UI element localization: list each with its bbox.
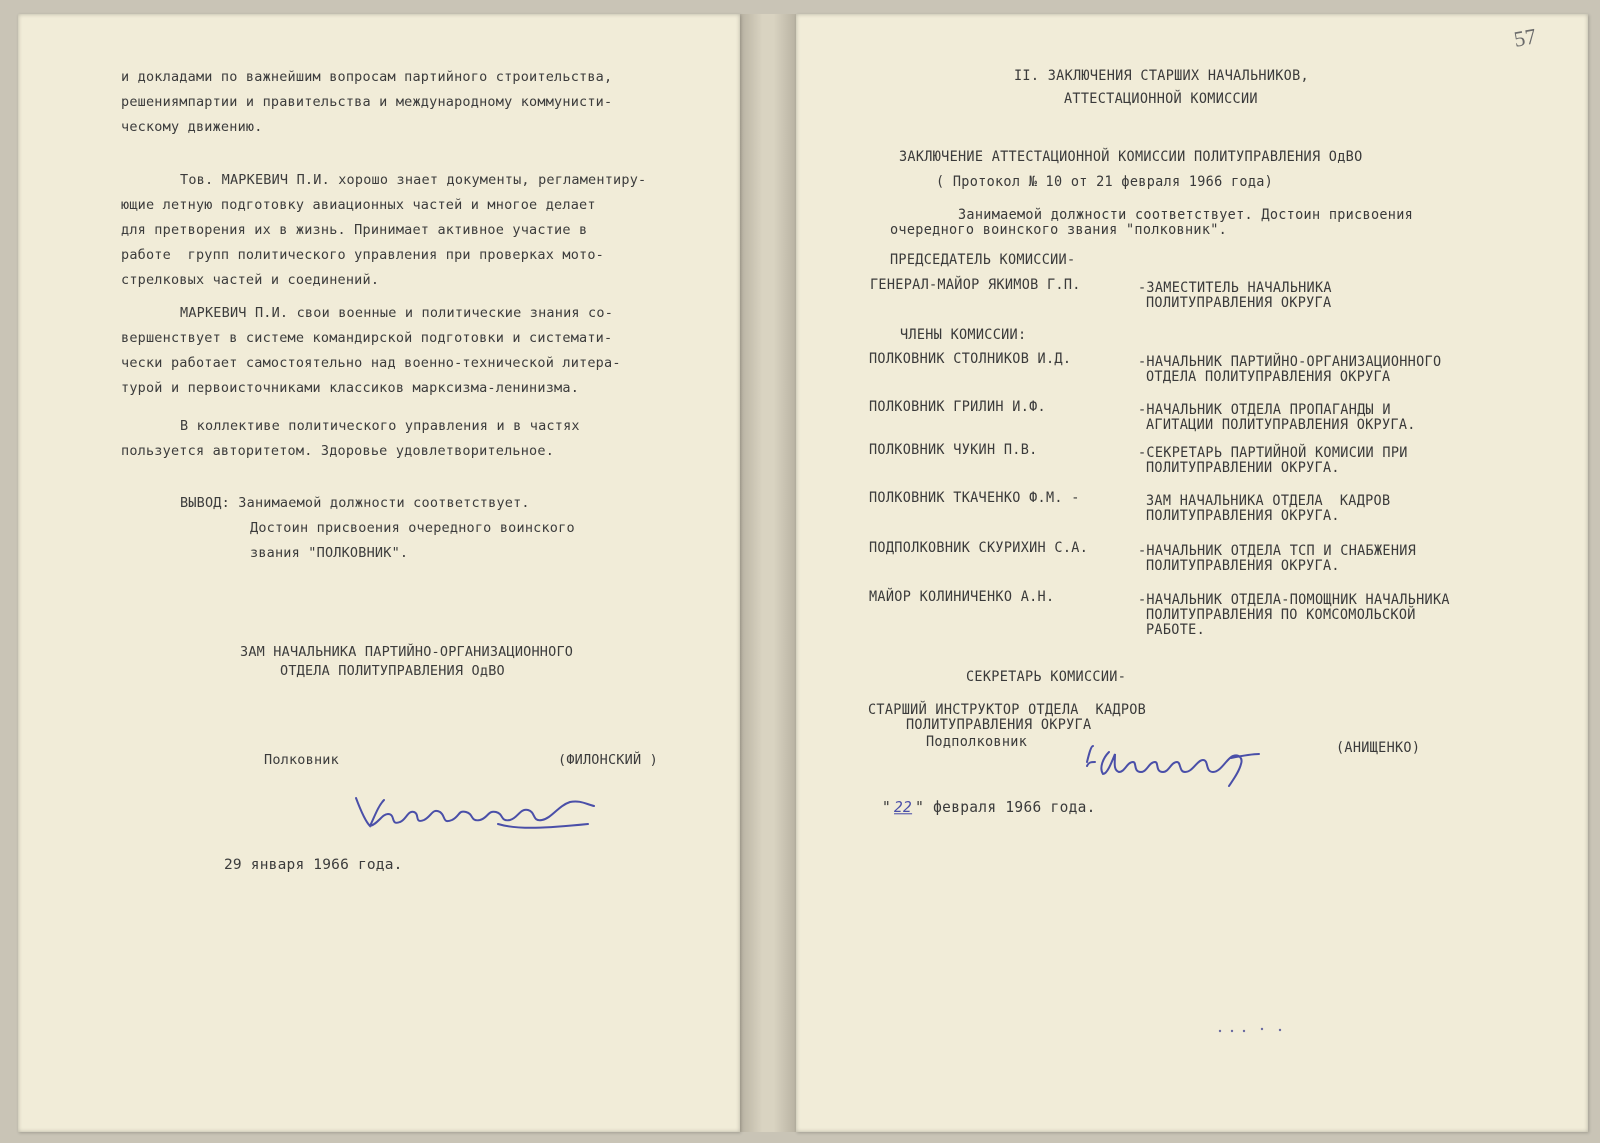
member-position: ПОЛИТУПРАВЛЕНИЯ ПО КОМСОМОЛЬСКОЙ [1146, 606, 1416, 624]
signer-title-line: ЗАМ НАЧАЛЬНИКА ПАРТИЙНО-ОРГАНИЗАЦИОННОГО [240, 644, 574, 660]
anishchenko-signature [1081, 732, 1301, 792]
member-name: МАЙОР КОЛИНИЧЕНКО А.Н. [869, 588, 1055, 606]
section-heading: II. ЗАКЛЮЧЕНИЯ СТАРШИХ НАЧАЛЬНИКОВ, [1014, 67, 1309, 85]
member-position: -НАЧАЛЬНИК ПАРТИЙНО-ОРГАНИЗАЦИОННОГО [1138, 353, 1442, 371]
secretary-name: (АНИЩЕНКО) [1336, 739, 1421, 757]
binding-gutter [740, 14, 796, 1132]
text-line: ческому движению. [121, 119, 263, 135]
text-line: Тов. МАРКЕВИЧ П.И. хорошо знает документы, регламентиру- [180, 172, 647, 188]
left-date: 29 января 1966 года. [224, 857, 403, 873]
date-rest: " февраля 1966 года. [915, 799, 1096, 817]
member-name: ПОЛКОВНИК ГРИЛИН И.Ф. [869, 398, 1046, 416]
member-position: ОТДЕЛА ПОЛИТУПРАВЛЕНИЯ ОКРУГА [1146, 368, 1391, 386]
member-name: ПОДПОЛКОВНИК СКУРИХИН С.А. [869, 539, 1089, 557]
member-position: -НАЧАЛЬНИК ОТДЕЛА-ПОМОЩНИК НАЧАЛЬНИКА [1138, 591, 1450, 609]
conclusion-line: ВЫВОД: Занимаемой должности соответствует. [180, 495, 530, 511]
member-position: -НАЧАЛЬНИК ОТДЕЛА ТСП И СНАБЖЕНИЯ [1138, 542, 1417, 560]
page-number: 57 [1511, 23, 1539, 52]
member-position: -СЕКРЕТАРЬ ПАРТИЙНОЙ КОМИСИИ ПРИ [1138, 444, 1408, 462]
conclusion-line: Достоин присвоения очередного воинского [250, 520, 575, 536]
secretary-position: ПОЛИТУПРАВЛЕНИЯ ОКРУГА [906, 716, 1092, 734]
verdict-line: очередного воинского звания "полковник". [890, 221, 1228, 239]
text-line: турой и первоисточниками классиков марксизма-ленинизма. [121, 380, 580, 396]
date-day: 22 [894, 799, 913, 817]
text-line: решениямпартии и правительства и международному коммунисти- [121, 94, 613, 110]
date-quote-open: " [882, 799, 892, 817]
member-name: ПОЛКОВНИК ЧУКИН П.В. [869, 441, 1038, 459]
member-name: ПОЛКОВНИК ТКАЧЕНКО Ф.М. - [869, 489, 1080, 507]
conclusion-title: ЗАКЛЮЧЕНИЕ АТТЕСТАЦИОННОЙ КОМИССИИ ПОЛИТУПРАВЛЕНИЯ ОдВО [899, 148, 1363, 166]
member-position: АГИТАЦИИ ПОЛИТУПРАВЛЕНИЯ ОКРУГА. [1146, 416, 1416, 434]
text-line: вершенствует в системе командирской подготовки и системати- [121, 330, 613, 346]
right-page [796, 14, 1588, 1132]
text-line: В коллективе политического управления и в частях [180, 418, 580, 434]
pencil-dots-mark [1216, 1026, 1286, 1036]
signer-rank: Полковник [264, 752, 339, 768]
signer-title-line: ОТДЕЛА ПОЛИТУПРАВЛЕНИЯ ОдВО [280, 663, 505, 679]
secretary-position: СТАРШИЙ ИНСТРУКТОР ОТДЕЛА КАДРОВ [868, 701, 1147, 719]
filonsky-signature [348, 784, 608, 844]
member-position: РАБОТЕ. [1146, 621, 1205, 639]
secretary-heading: СЕКРЕТАРЬ КОМИССИИ- [966, 668, 1127, 686]
members-heading: ЧЛЕНЫ КОМИССИИ: [900, 326, 1027, 344]
member-position: -НАЧАЛЬНИК ОТДЕЛА ПРОПАГАНДЫ И [1138, 401, 1391, 419]
text-line: и докладами по важнейшим вопросам партийного строительства, [121, 69, 613, 85]
text-line: работе групп политического управления при проверках мото- [121, 247, 605, 263]
text-line: МАРКЕВИЧ П.И. свои военные и политические знания со- [180, 305, 614, 321]
member-position: ПОЛИТУПРАВЛЕНИЯ ОКРУГА. [1146, 557, 1340, 575]
member-position: ПОЛИТУПРАВЛЕНИИ ОКРУГА. [1146, 459, 1340, 477]
secretary-rank: Подполковник [926, 733, 1028, 751]
chairman-name: ГЕНЕРАЛ-МАЙОР ЯКИМОВ Г.П. [870, 276, 1081, 294]
member-position: ЗАМ НАЧАЛЬНИКА ОТДЕЛА КАДРОВ [1146, 492, 1391, 510]
text-line: ющие летную подготовку авиационных частей и многое делает [121, 197, 596, 213]
verdict-line: Занимаемой должности соответствует. Достоин присвоения [958, 206, 1414, 224]
conclusion-line: звания "ПОЛКОВНИК". [250, 545, 409, 561]
chairman-position: ПОЛИТУПРАВЛЕНИЯ ОКРУГА [1146, 294, 1332, 312]
member-position: ПОЛИТУПРАВЛЕНИЯ ОКРУГА. [1146, 507, 1340, 525]
signer-name: (ФИЛОНСКИЙ ) [558, 752, 658, 768]
left-page [18, 14, 740, 1132]
member-name: ПОЛКОВНИК СТОЛНИКОВ И.Д. [869, 350, 1072, 368]
chairman-heading: ПРЕДСЕДАТЕЛЬ КОМИССИИ- [890, 251, 1076, 269]
text-line: стрелковых частей и соединений. [121, 272, 380, 288]
section-heading: АТТЕСТАЦИОННОЙ КОМИССИИ [1064, 90, 1258, 108]
protocol-line: ( Протокол № 10 от 21 февраля 1966 года) [936, 173, 1274, 191]
right-date [882, 800, 1096, 817]
text-line: для претворения их в жизнь. Принимает активное участие в [121, 222, 588, 238]
chairman-position: -ЗАМЕСТИТЕЛЬ НАЧАЛЬНИКА [1138, 279, 1332, 297]
text-line: пользуется авторитетом. Здоровье удовлетворительное. [121, 443, 555, 459]
text-line: чески работает самостоятельно над военно-технической литера- [121, 355, 621, 371]
